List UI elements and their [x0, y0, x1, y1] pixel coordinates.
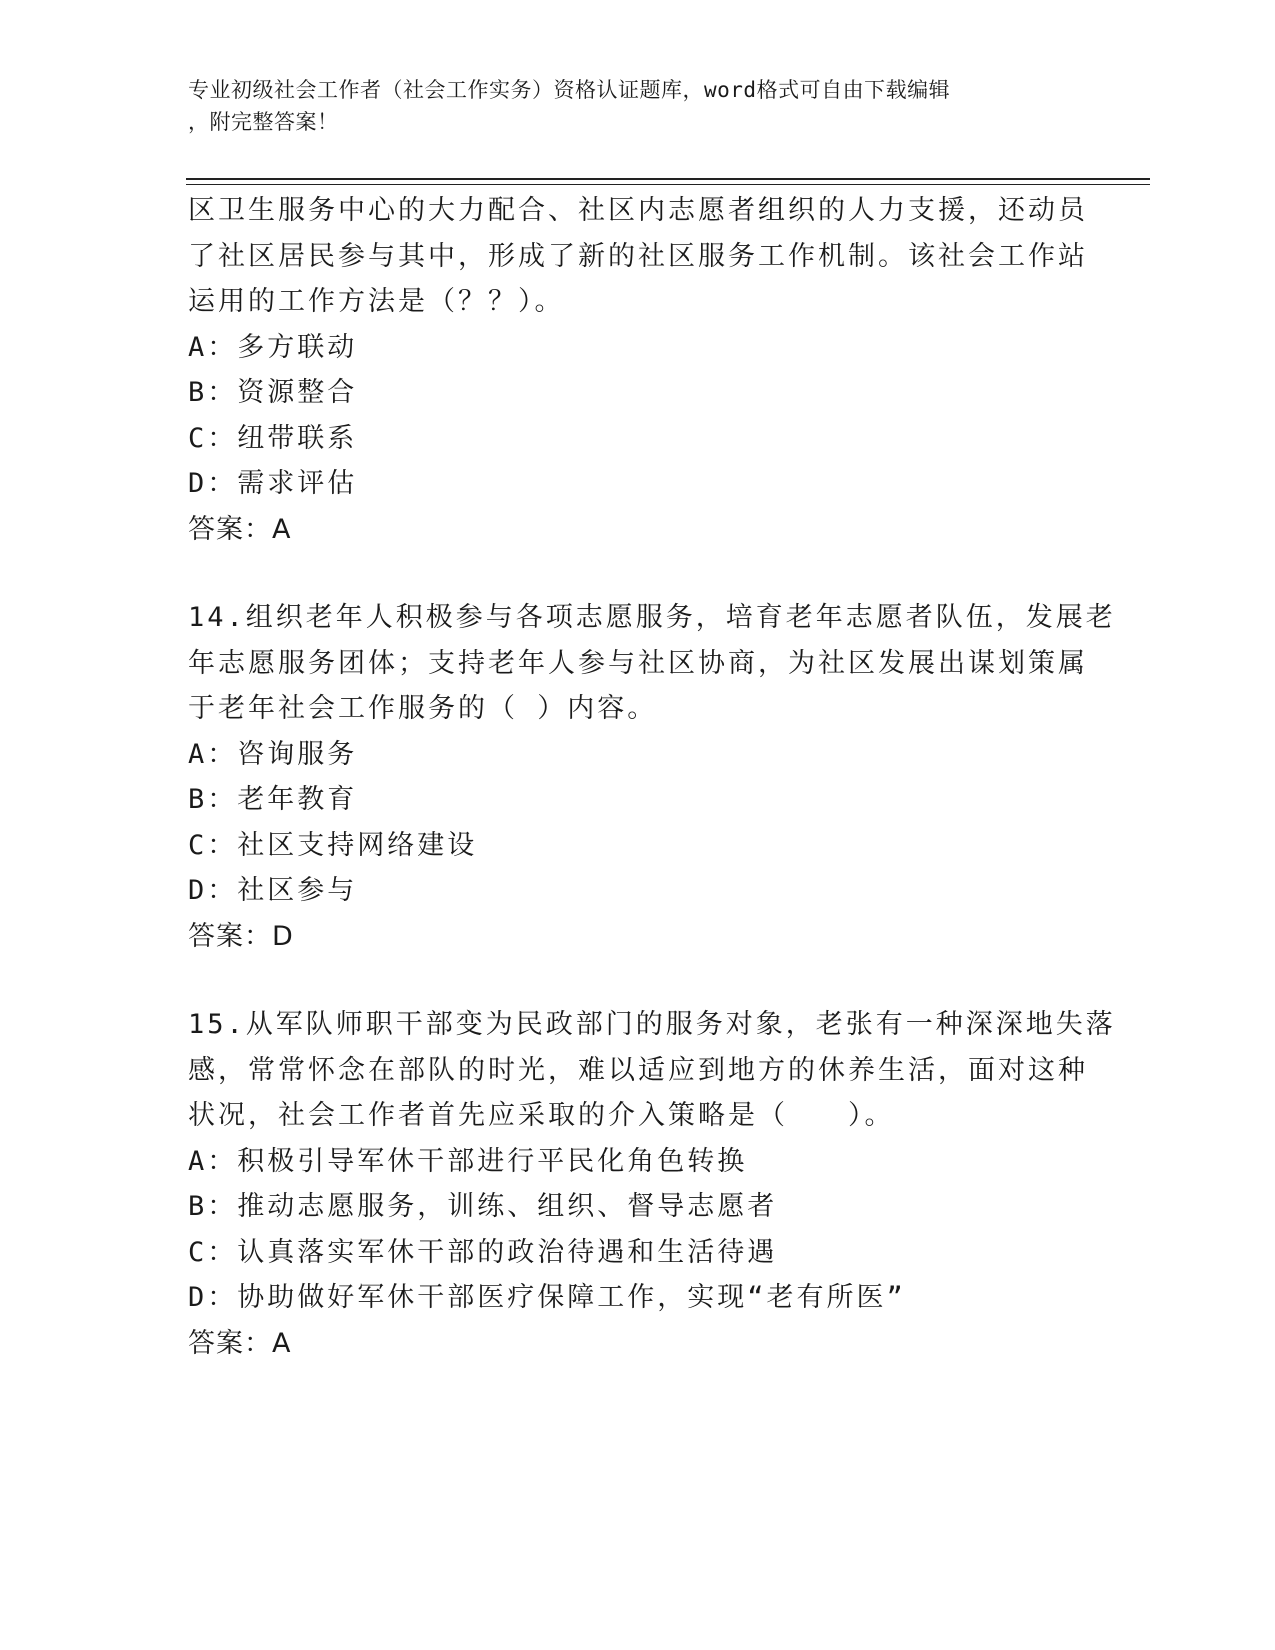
document-body	[188, 188, 1116, 1366]
option-b: B：推动志愿服务，训练、组织、督导志愿者	[188, 1191, 778, 1222]
answer-line: 答案：A	[188, 1327, 292, 1359]
option-b: B：老年教育	[188, 784, 358, 815]
option-a: A：咨询服务	[188, 738, 358, 770]
header-line-1: 专业初级社会工作者（社会工作实务）资格认证题库，word格式可自由下载编辑	[188, 78, 951, 102]
question-stem-line: 区卫生服务中心的大力配合、社区内志愿者组织的人力支援，还动员	[188, 195, 1088, 226]
question-stem-line: 于老年社会工作服务的（ ）内容。	[188, 693, 658, 724]
option-c: C：社区支持网络建设	[188, 829, 478, 861]
option-d: D：需求评估	[188, 468, 358, 499]
question-stem-line: 15.从军队师职干部变为民政部门的服务对象，老张有一种深深地失落	[188, 1009, 1116, 1040]
question-stem-line: 感，常常怀念在部队的时光，难以适应到地方的休养生活，面对这种	[188, 1054, 1088, 1086]
option-d: D：社区参与	[188, 875, 358, 906]
question-13	[188, 188, 1088, 552]
option-c: C：认真落实军休干部的政治待遇和生活待遇	[188, 1236, 778, 1268]
header-divider-thick	[186, 178, 1150, 180]
header-line-2: ，附完整答案！	[188, 110, 339, 134]
option-b: B：资源整合	[188, 377, 358, 408]
answer-line: 答案：A	[188, 513, 292, 545]
question-stem-line: 了社区居民参与其中，形成了新的社区服务工作机制。该社会工作站	[188, 240, 1088, 272]
option-d: D：协助做好军休干部医疗保障工作，实现“老有所医”	[188, 1282, 906, 1313]
answer-line: 答案：D	[188, 920, 294, 952]
question-15	[188, 1002, 1116, 1366]
question-stem-line: 14.组织老年人积极参与各项志愿服务，培育老年志愿者队伍，发展老	[188, 602, 1116, 633]
option-a: A：多方联动	[188, 331, 358, 363]
question-stem-line: 年志愿服务团体；支持老年人参与社区协商，为社区发展出谋划策属	[188, 647, 1088, 679]
option-a: A：积极引导军休干部进行平民化角色转换	[188, 1145, 748, 1177]
question-14	[188, 595, 1116, 959]
option-c: C：纽带联系	[188, 422, 358, 454]
question-stem-line: 运用的工作方法是（？？）。	[188, 286, 565, 317]
header-divider-thin	[186, 184, 1150, 185]
page-header	[188, 74, 1068, 138]
question-stem-line: 状况，社会工作者首先应采取的介入策略是（ ）。	[188, 1100, 895, 1131]
